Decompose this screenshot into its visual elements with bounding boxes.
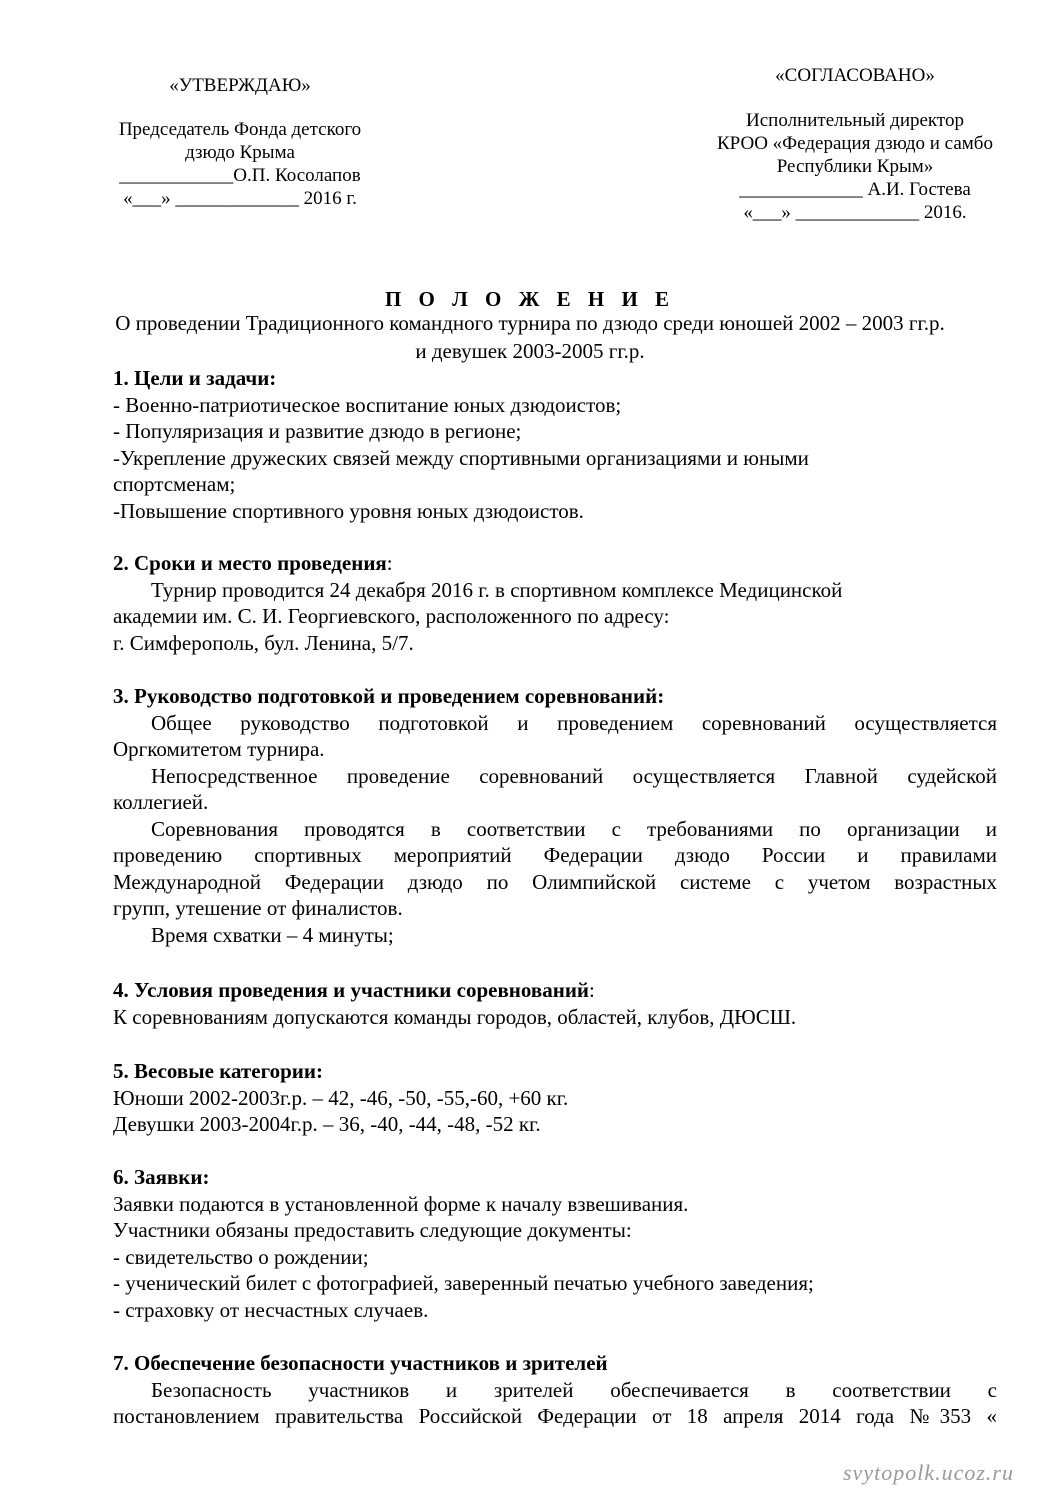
section-management	[113, 683, 997, 948]
applications-text-line2: Участники обязаны предоставить следующие документы:	[113, 1218, 632, 1242]
document-title: П О Л О Ж Е Н И Е	[384, 287, 676, 311]
section-conditions	[113, 977, 1003, 1030]
management-text-line3: Непосредственное проведение соревнований осуществляется Главной судейской	[151, 763, 997, 788]
section-goals-heading: 1. Цели и задачи:	[113, 366, 277, 390]
management-text-line8: групп, утешение от финалистов.	[113, 896, 403, 920]
approve-position-line1: Председатель Фонда детского	[118, 119, 362, 140]
conditions-text-line1: К соревнованиям допускаются команды городов, областей, клубов, ДЮСШ.	[113, 1004, 797, 1029]
applications-doc-2: - ученический билет с фотографией, заверенный печатью учебного заведения;	[113, 1271, 814, 1295]
safety-text-line1: Безопасность участников и зрителей обеспечивается в соответствии с	[151, 1377, 997, 1402]
approve-position-line2: дзюдо Крыма	[185, 142, 295, 163]
section-conditions-colon: :	[589, 978, 595, 1002]
weights-girls: Девушки 2003-2004г.р. – 36, -40, -44, -48, -52 кг.	[113, 1112, 541, 1136]
management-text-line7: Международной Федерации дзюдо по Олимпийской системе с учетом возрастных	[113, 869, 997, 894]
agree-position-line1: Исполнительный директор	[746, 110, 964, 131]
approve-date-line: «___» _____________ 2016 г.	[123, 188, 357, 209]
management-text-line2: Оргкомитетом турнира.	[113, 737, 325, 761]
applications-doc-1: - свидетельство о рождении;	[113, 1244, 369, 1269]
approve-block	[90, 74, 390, 210]
dates-text-line2: академии им. С. И. Георгиевского, расположенного по адресу:	[113, 604, 670, 628]
section-weights	[113, 1058, 1003, 1138]
section-safety-heading: 7. Обеспечение безопасности участников и зрителей	[113, 1351, 608, 1375]
management-text-line9: Время схватки – 4 минуты;	[151, 922, 394, 947]
management-text-line6: проведению спортивных мероприятий Федерации дзюдо России и правилами	[113, 843, 997, 867]
management-text-line4: коллегией.	[113, 790, 209, 814]
document-subtitle-line2: и девушек 2003-2005 гг.р.	[415, 339, 645, 363]
agree-position-line2: КРОО «Федерация дзюдо и самбо	[717, 133, 993, 154]
section-applications-heading: 6. Заявки:	[113, 1165, 210, 1189]
section-dates-colon: :	[386, 551, 393, 575]
watermark: svytopolk.ucoz.ru	[843, 1460, 1014, 1485]
applications-doc-3: - страховку от несчастных случаев.	[113, 1297, 429, 1322]
section-conditions-heading-row	[113, 977, 1003, 1004]
dates-text-line3: г. Симферополь, бул. Ленина, 5/7.	[113, 630, 414, 655]
goals-item-4: -Повышение спортивного уровня юных дзюдоистов.	[113, 498, 584, 523]
section-management-heading: 3. Руководство подготовкой и проведением соревнований:	[113, 684, 665, 708]
document-subtitle-line1: О проведении Традиционного командного турнира по дзюдо среди юношей 2002 – 2003 гг.р.	[115, 311, 945, 335]
section-safety	[113, 1350, 997, 1430]
goals-item-3-cont: спортсменам;	[113, 472, 236, 496]
management-text-line1: Общее руководство подготовкой и проведением соревнований осуществляется	[151, 710, 997, 735]
section-dates-heading: 2. Сроки и место проведения	[113, 551, 387, 575]
management-text-line5: Соревнования проводятся в соответствии с требованиями по организации и	[151, 816, 997, 841]
agree-date-line: «___» _____________ 2016.	[743, 202, 967, 223]
section-applications	[113, 1164, 1003, 1323]
safety-text-line2: постановлением правительства Российской Федерации от 18 апреля 2014 года №353 «	[113, 1404, 997, 1428]
section-dates-place	[113, 550, 1003, 656]
agree-title: «СОГЛАСОВАНО»	[775, 65, 935, 86]
agree-signature-line: _____________ А.И. Гостева	[739, 179, 971, 200]
section-conditions-heading: 4. Условия проведения и участники соревнований	[113, 978, 590, 1002]
section-weights-heading: 5. Весовые категории:	[113, 1059, 323, 1083]
agree-position-line3: Республики Крым»	[776, 156, 934, 177]
dates-text-line1: Турнир проводится 24 декабря 2016 г. в спортивном комплексе Медицинской	[151, 577, 843, 602]
agree-block	[690, 64, 1020, 224]
approve-title: «УТВЕРЖДАЮ»	[169, 75, 311, 96]
approve-signature-line: ____________О.П. Косолапов	[119, 165, 361, 186]
goals-item-1: - Военно-патриотическое воспитание юных дзюдоистов;	[113, 392, 622, 417]
applications-text-line1: Заявки подаются в установленной форме к началу взвешивания.	[113, 1191, 689, 1216]
section-dates-heading-row	[113, 550, 1003, 577]
goals-item-3: -Укрепление дружеских связей между спортивными организациями и юными	[113, 445, 809, 470]
goals-item-2: - Популяризация и развитие дзюдо в регионе;	[113, 419, 522, 443]
weights-boys: Юноши 2002-2003г.р. – 42, -46, -50, -55,-60, +60 кг.	[113, 1085, 569, 1110]
section-goals	[113, 365, 1003, 524]
